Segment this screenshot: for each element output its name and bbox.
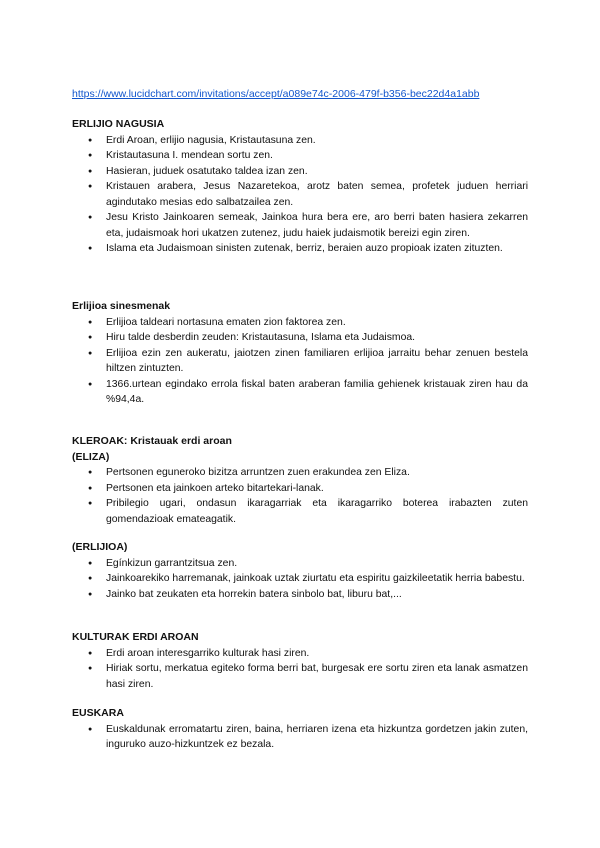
- section-heading: KULTURAK ERDI AROAN: [72, 631, 199, 643]
- list-item: ● Kristauen arabera, Jesus Nazaretekoa, arotz baten semea, profetek juduen herriari agindutako mesias edo salbatzailea zen.: [72, 179, 528, 210]
- bullet-list: [72, 133, 528, 257]
- list-item: ● Erdi Aroan, erlijio nagusia, Kristautasuna zen.: [72, 133, 528, 149]
- section-heading: Erlijioa sinesmenak: [72, 300, 171, 312]
- list-item: ● Hiriak sortu, merkatua egiteko forma berri bat, burgesak ere sortu ziren eta lanak asmatzen hasi ziren.: [72, 661, 528, 692]
- list-item: ● Hasieran, juduek osatutako taldea izan zen.: [72, 164, 528, 180]
- section-erlijioa: [72, 540, 528, 602]
- section-erlijio-nagusia: [72, 117, 528, 257]
- bullet-list: [72, 465, 528, 527]
- list-item: ● Euskaldunak erromatartu ziren, baina, herriaren izena eta hizkuntza gordetzen jakin zuten, inguruko auzo-hizkuntzek ez bezala.: [72, 722, 528, 753]
- list-item: ● Jainko bat zeukaten eta horrekin batera sinbolo bat, liburu bat,...: [72, 587, 528, 603]
- list-item: ● Erlijioa taldeari nortasuna ematen zion faktorea zen.: [72, 315, 528, 331]
- section-euskara: [72, 706, 528, 753]
- bullet-list: [72, 556, 528, 603]
- list-item: ● Erlijioa ezin zen aukeratu, jaiotzen zinen familiaren erlijioa jarraitu behar zenuen bestela hiltzen zintuzten.: [72, 346, 528, 377]
- list-item: ● Hiru talde desberdin zeuden: Kristautasuna, Islama eta Judaismoa.: [72, 330, 528, 346]
- section-heading: ERLIJIO NAGUSIA: [72, 118, 165, 130]
- list-item: ● Pribilegio ugari, ondasun ikaragarriak eta ikaragarriko boterea irabazten zuten gomendazioak emateagatik.: [72, 496, 528, 527]
- lucidchart-link[interactable]: https://www.lucidchart.com/invitations/accept/a089e74c-2006-479f-b356-bec22d4a1abb: [72, 88, 480, 100]
- list-item: ● Erdi aroan interesgarriko kulturak hasi ziren.: [72, 646, 528, 662]
- list-item: ● Egínkizun garrantzitsua zen.: [72, 556, 528, 572]
- list-item: ● Jainkoarekiko harremanak, jainkoak uztak ziurtatu eta espiritu gaizkileetatik herria babestu.: [72, 571, 528, 587]
- section-subheading: (ELIZA): [72, 450, 110, 463]
- list-item: ● Pertsonen eta jainkoen arteko bitartekari-lanak.: [72, 481, 528, 497]
- section-erlijioa-sinesmenak: [72, 299, 528, 408]
- section-kulturak: [72, 630, 528, 692]
- list-item: ● 1366.urtean egindako errola fiskal baten araberan familia gehienek kristauak ziren hau da %94,4a.: [72, 377, 528, 408]
- list-item: ● Jesu Kristo Jainkoaren semeak, Jainkoa hura bera ere, aro berri baten hasiera zekarren eta, judaismoak hori ukatzen zutenez, judu haiek judaismotik bereizi egin ziren.: [72, 210, 528, 241]
- list-item: ● Kristautasuna I. mendean sortu zen.: [72, 148, 528, 164]
- list-item: ● Pertsonen eguneroko bizitza arruntzen zuen erakundea zen Eliza.: [72, 465, 528, 481]
- bullet-list: [72, 722, 528, 753]
- section-heading: EUSKARA: [72, 707, 124, 719]
- section-heading: KLEROAK: Kristauak erdi aroan: [72, 435, 232, 447]
- bullet-list: [72, 315, 528, 408]
- bullet-list: [72, 646, 528, 693]
- list-item: ● Islama eta Judaismoan sinisten zutenak, berriz, beraien auzo propioak izaten zituzten.: [72, 241, 528, 257]
- section-kleroak: [72, 434, 528, 527]
- section-heading: (ERLIJIOA): [72, 541, 128, 553]
